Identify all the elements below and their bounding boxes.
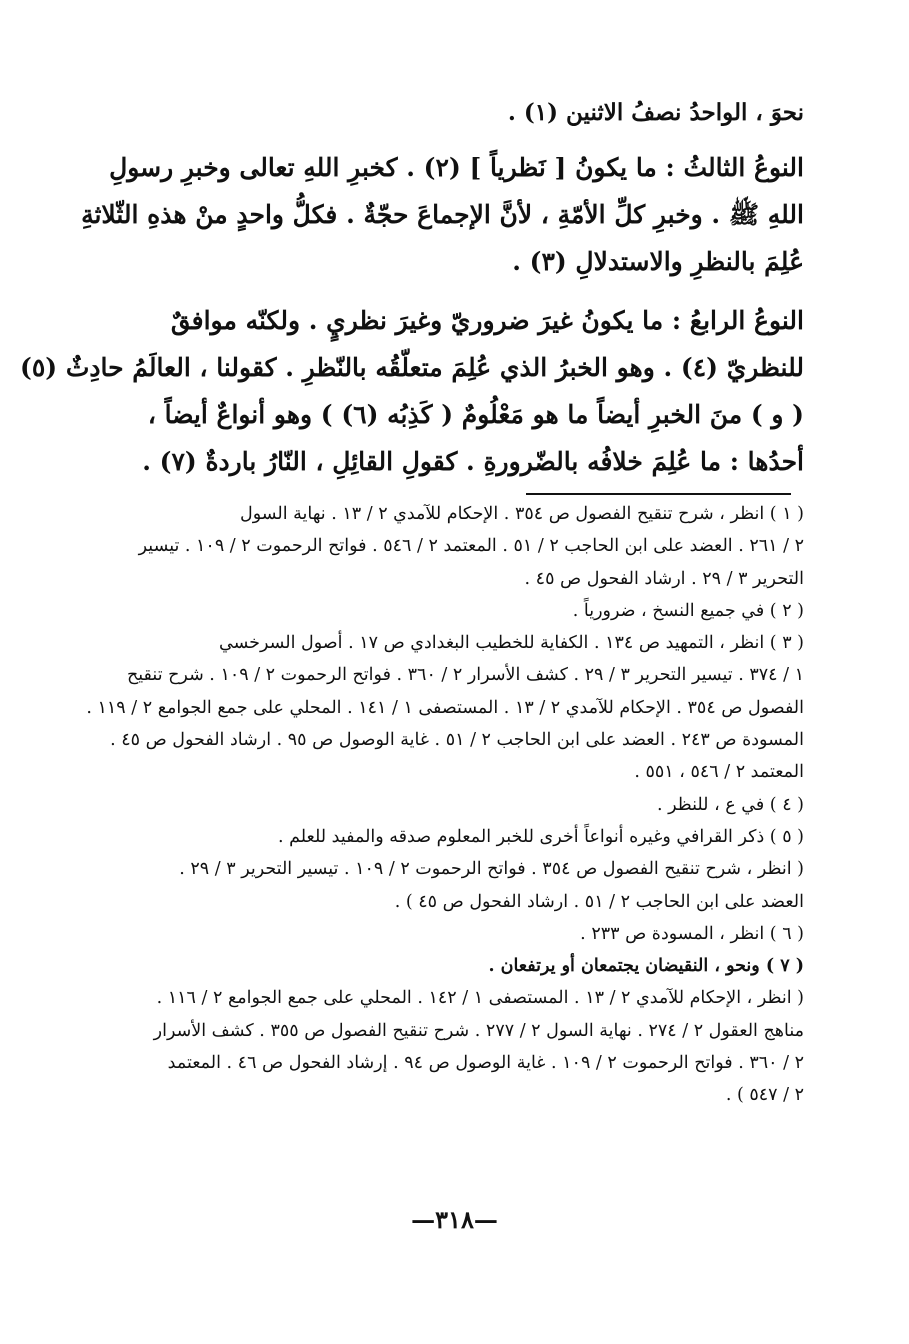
main-line: نحوَ ، الواحدُ نصفُ الاثنين (١) .: [507, 99, 804, 126]
footnote-line: المسودة ص ٢٤٣ . العضد على ابن الحاجب ٢ / ٥١ . غاية الوصول ص ٩٥ . ارشاد الفحول ص ٤٥ .: [110, 730, 804, 751]
footnotes: [86, 498, 804, 1112]
footnote-line: ١ / ٣٧٤ . تيسير التحرير ٣ / ٢٩ . كشف الأسرار ٢ / ٣٦٠ . فواتح الرحموت ٢ / ١٠٩ . شرح تنقيح: [126, 665, 804, 686]
footnote-line: الفصول ص ٣٥٤ . الإحكام للآمدي ٢ / ١٣ . المستصفى ١ / ١٤١ . المحلي على جمع الجوامع ٢ / ١١٩ .: [86, 697, 804, 718]
main-line: للنظريّ (٤) . وهو الخبرُ الذي عُلِمَ متعلّقُه بالنّظرِ . كقولنا ، العالَمُ حادِثٌ (٥): [20, 353, 804, 382]
main-line: عُلِمَ بالنظرِ والاستدلالِ (٣) .: [512, 247, 804, 276]
footnote-line: ( ٦ ) انظر ، المسودة ص ٢٣٣ .: [580, 923, 804, 944]
footnote-line: ( ٣ ) انظر ، التمهيد ص ١٣٤ . الكفاية للخطيب البغدادي ص ١٧ . أصول السرخسي: [218, 633, 804, 654]
main-line: النوعُ الثالثُ : ما يكونُ [ نَظرياً ] (٢) . كخبرِ اللهِ تعالى وخبرِ رسولِ: [109, 153, 804, 182]
footnote-line: ( ٢ ) في جميع النسخ ، ضرورياً .: [572, 600, 804, 621]
footnote-line: العضد على ابن الحاجب ٢ / ٥١ . ارشاد الفحول ص ٤٥ ) .: [394, 891, 804, 912]
footnote-line: ( ٧ ) ونحو ، النقيضان يجتمعان أو يرتفعان .: [488, 956, 804, 977]
footnote-line: ( ١ ) انظر ، شرح تنقيح الفصول ص ٣٥٤ . الإحكام للآمدي ٢ / ١٣ . نهاية السول: [240, 504, 804, 524]
footnote-line: ( ٤ ) في ع ، للنظر .: [656, 794, 804, 815]
footnote-line: ( ٥ ) ذكر القرافي وغيره أنواعاً أخرى للخبر المعلوم صدقه والمفيد للعلم .: [277, 826, 804, 847]
footnote-line: ٢ / ٢٦١ . العضد على ابن الحاجب ٢ / ٥١ . المعتمد ٢ / ٥٤٦ . فواتح الرحموت ٢ / ١٠٩ . تيسير: [138, 536, 804, 557]
main-line: النوعُ الرابعُ : ما يكونُ غيرَ ضروريّ وغيرَ نظريٍ . ولكنّه موافقٌ: [170, 306, 804, 335]
footnote-line: المعتمد ٢ / ٥٤٦ ، ٥٥١ .: [634, 762, 804, 783]
footnote-line: ( انظر ، الإحكام للآمدي ٢ / ١٣ . المستصفى ١ / ١٤٢ . المحلي على جمع الجوامع ٢ / ١١٦ .: [156, 988, 804, 1009]
main-line: اللهِ ﷺ . وخبرِ كلِّ الأمّةِ ، لأنَّ الإجماعَ حجّةٌ . فكلُّ واحدٍ منْ هذهِ الثّلاثةِ: [81, 200, 804, 229]
footnote-separator: [526, 493, 791, 495]
footnote-line: التحرير ٣ / ٢٩ . ارشاد الفحول ص ٤٥ .: [524, 568, 804, 589]
main-line: أحدُها : ما عُلِمَ خلافُه بالضّرورةِ . كقولِ القائِلِ ، النّارُ باردةٌ (٧) .: [142, 447, 804, 476]
main-line: ( و ) منَ الخبرِ أيضاً ما هو مَعْلُومٌ ( كَذِبُه (٦) ) وهو أنواعٌ أيضاً ،: [147, 400, 804, 429]
footnote-line: ٢ / ٥٤٧ ) .: [725, 1085, 804, 1106]
page-number: —٣١٨—: [411, 1205, 498, 1234]
main-text: [20, 92, 804, 485]
footnote-line: مناهج العقول ٢ / ٢٧٤ . نهاية السول ٢ / ٢٧٧ . شرح تنقيح الفصول ص ٣٥٥ . كشف الأسرار: [153, 1020, 804, 1041]
footnote-line: ٢ / ٣٦٠ . فواتح الرحموت ٢ / ١٠٩ . غاية الوصول ص ٩٤ . إرشاد الفحول ص ٤٦ . المعتمد: [167, 1053, 804, 1074]
footnote-line: ( انظر ، شرح تنقيح الفصول ص ٣٥٤ . فواتح الرحموت ٢ / ١٠٩ . تيسير التحرير ٣ / ٢٩ .: [179, 859, 804, 880]
